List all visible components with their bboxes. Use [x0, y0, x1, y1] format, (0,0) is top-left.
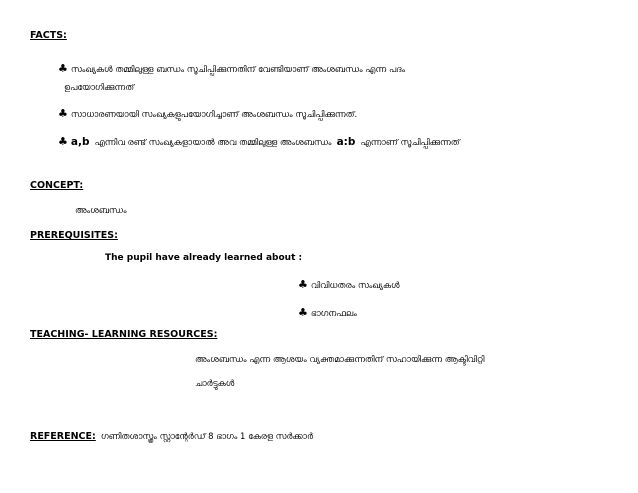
facts-bullet-3-end: എന്നാണ് സൂചിപ്പിക്കുന്നത് — [360, 138, 460, 148]
resources-heading: TEACHING- LEARNING RESOURCES: — [30, 329, 218, 340]
facts-bullet-2 — [58, 105, 357, 122]
prerequisite-item-1-text: വിവിധതരം സംഖ്യകൾ — [310, 281, 400, 291]
ratio-ab: a:b — [336, 136, 356, 148]
concept-heading: CONCEPT: — [30, 180, 84, 191]
facts-bullet-3 — [58, 133, 460, 150]
prerequisite-item-2 — [298, 304, 357, 321]
club-icon: ♣ — [58, 107, 68, 120]
facts-bullet-1-text: സംഖ്യകൾ തമ്മിലുള്ള ബന്ധം സൂചിപ്പിക്കുന്നതിന് വേണ്ടിയാണ് അംശബന്ധം എന്ന പദം — [70, 65, 406, 75]
club-icon: ♣ — [58, 62, 68, 75]
club-icon: ♣ — [58, 135, 68, 148]
prerequisites-intro: The pupil have already learned about : — [105, 253, 303, 263]
facts-heading: FACTS: — [30, 30, 67, 41]
facts-bullet-3-text: എന്നിവ രണ്ട് സംഖ്യകളായാൽ അവ തമ്മിലുള്ള അംശബന്ധം — [94, 138, 332, 148]
resources-line-1: അംശബന്ധം എന്ന ആശയം വ്യക്തമാക്കുന്നതിന് സഹായിക്കുന്ന ആക്ടിവിറ്റി — [195, 355, 485, 365]
facts-bullet-2-text: സാധാരണയായി സംഖ്യകളുപയോഗിച്ചാണ് അംശബന്ധം സൂചിപ്പിക്കുന്നത്. — [70, 110, 358, 120]
prerequisite-item-1 — [298, 276, 400, 293]
facts-bullet-1-continued: ഉപയോഗിക്കുന്നത് — [64, 83, 135, 93]
prerequisite-item-2-text: ഭാഗനഫലം — [310, 309, 357, 319]
club-icon: ♣ — [298, 278, 308, 291]
club-icon: ♣ — [298, 306, 308, 319]
reference-value: ഗണിതശാസ്ത്രം സ്റ്റാന്റേർഡ് 8 ഭാഗം 1 കേരള സർക്കാർ — [100, 432, 313, 442]
resources-line-2: ചാർട്ടുകൾ — [195, 379, 235, 389]
facts-bullet-1 — [58, 60, 405, 77]
reference-heading: REFERENCE: — [30, 431, 96, 442]
reference-line — [30, 427, 313, 444]
prerequisites-heading: PREREQUISITES: — [30, 230, 118, 241]
variable-ab: a,b — [70, 136, 90, 148]
concept-value: അംശബന്ധം — [75, 206, 127, 216]
